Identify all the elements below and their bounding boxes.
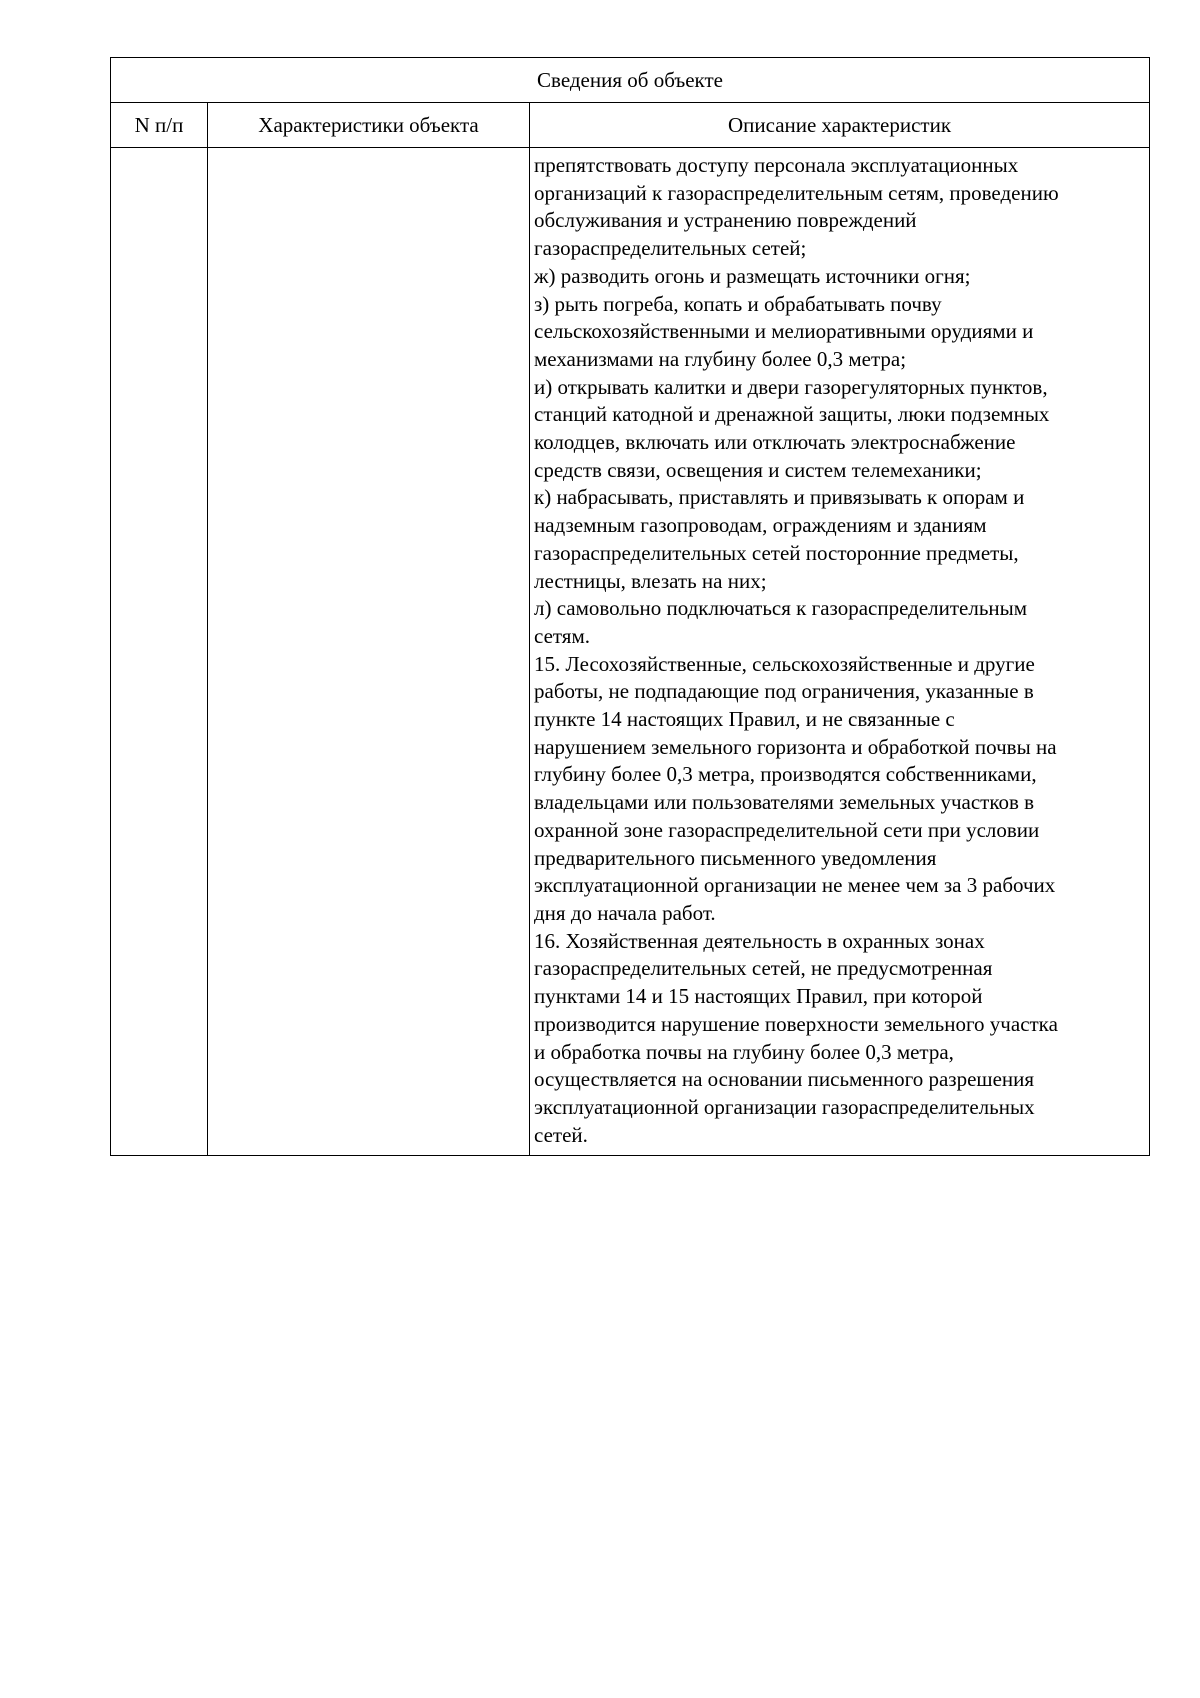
description-line: нарушением земельного горизонта и обработкой почвы на <box>534 734 1057 759</box>
description-line: работы, не подпадающие под ограничения, указанные в <box>534 679 1034 704</box>
description-line: пунктами 14 и 15 настоящих Правил, при которой <box>534 984 983 1009</box>
description-line: к) набрасывать, приставлять и привязывать к опорам и <box>534 485 1025 510</box>
description-line: лестницы, влезать на них; <box>534 568 767 593</box>
description-line: 16. Хозяйственная деятельность в охранных зонах <box>534 928 985 953</box>
description-line: производится нарушение поверхности земельного участка <box>534 1011 1058 1036</box>
description-line: препятствовать доступу персонала эксплуатационных <box>534 153 1019 177</box>
description-line: владельцами или пользователями земельных участков в <box>534 790 1035 815</box>
description-line: сельскохозяйственными и мелиоративными орудиями и <box>534 319 1034 344</box>
cell-num <box>111 148 208 1156</box>
table-caption: Сведения об объекте <box>111 58 1150 103</box>
description-line: организаций к газораспределительным сетям, проведению <box>534 180 1059 205</box>
description-line: 15. Лесохозяйственные, сельскохозяйственные и другие <box>534 651 1035 676</box>
description-line: осуществляется на основании письменного разрешения <box>534 1067 1035 1092</box>
description-line: средств связи, освещения и систем телемеханики; <box>534 457 982 482</box>
table-row <box>111 148 1150 1156</box>
description-line: дня до начала работ. <box>534 900 716 925</box>
description-line: ж) разводить огонь и размещать источники огня; <box>534 263 971 288</box>
table-header-row <box>111 103 1150 148</box>
description-line: колодцев, включать или отключать электроснабжение <box>534 430 1016 455</box>
description-line: предварительного письменного уведомления <box>534 845 937 870</box>
description-line: з) рыть погреба, копать и обрабатывать почву <box>534 291 942 316</box>
cell-characteristics <box>208 148 530 1156</box>
table-caption-row <box>111 58 1150 103</box>
description-line: сетей. <box>534 1122 588 1147</box>
description-line: глубину более 0,3 метра, производятся собственниками, <box>534 762 1037 787</box>
cell-description <box>530 148 1150 1156</box>
description-line: надземным газопроводам, ограждениям и зданиям <box>534 513 987 538</box>
object-info-table <box>110 57 1150 1156</box>
header-characteristics: Характеристики объекта <box>208 103 530 148</box>
description-line: и обработка почвы на глубину более 0,3 метра, <box>534 1039 954 1064</box>
description-line: эксплуатационной организации не менее чем за 3 рабочих <box>534 873 1056 898</box>
description-line: газораспределительных сетей; <box>534 236 807 261</box>
description-line: станций катодной и дренажной защиты, люки подземных <box>534 402 1050 427</box>
description-line: и) открывать калитки и двери газорегуляторных пунктов, <box>534 374 1048 399</box>
description-line: пункте 14 настоящих Правил, и не связанные с <box>534 707 955 732</box>
description-line: л) самовольно подключаться к газораспределительным <box>534 596 1028 621</box>
description-line: механизмами на глубину более 0,3 метра; <box>534 346 907 371</box>
description-line: охранной зоне газораспределительной сети при условии <box>534 817 1040 842</box>
description-line: газораспределительных сетей, не предусмотренная <box>534 956 993 981</box>
header-num: N п/п <box>111 103 208 148</box>
description-line: обслуживания и устранению повреждений <box>534 208 917 233</box>
description-line: сетям. <box>534 623 590 648</box>
header-description: Описание характеристик <box>530 103 1150 148</box>
description-line: газораспределительных сетей посторонние предметы, <box>534 540 1019 565</box>
description-line: эксплуатационной организации газораспределительных <box>534 1094 1035 1119</box>
